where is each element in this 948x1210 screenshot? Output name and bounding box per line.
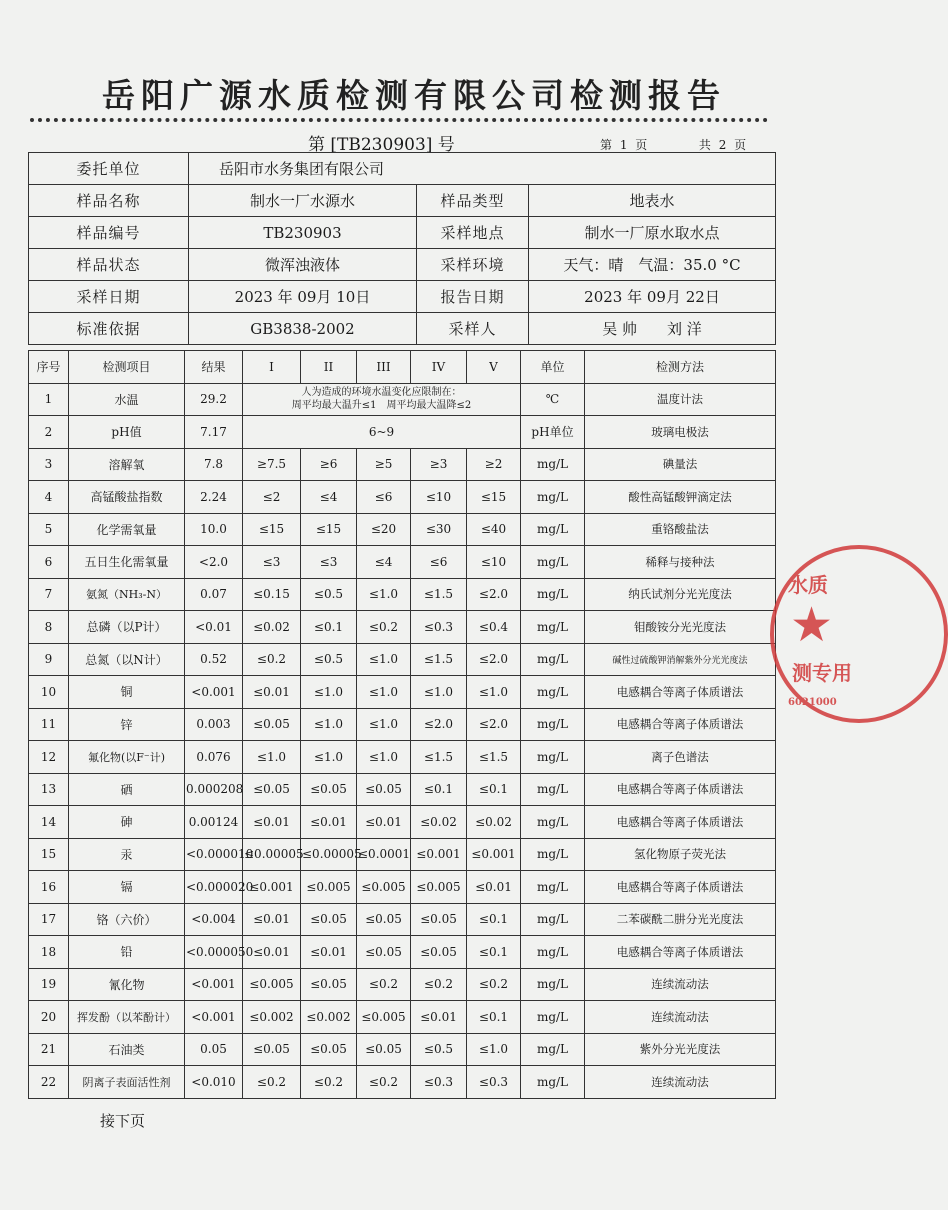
limit-class-3: ≤0.05 (357, 773, 411, 806)
unit: mg/L (521, 806, 585, 839)
limit-class-3: ≤1.0 (357, 708, 411, 741)
official-stamp (770, 545, 948, 723)
limit-class-3: ≤4 (357, 546, 411, 579)
unit: mg/L (521, 546, 585, 579)
sample-state-label: 样品状态 (29, 249, 189, 281)
meta-row (29, 185, 776, 217)
limit-class-4: ≤0.01 (411, 1001, 467, 1034)
row-number: 20 (29, 1001, 69, 1034)
sample-name-label: 样品名称 (29, 185, 189, 217)
limit-class-2: ≤0.00005 (301, 838, 357, 871)
result-value: <0.000050 (185, 936, 243, 969)
limit-class-4: ≤1.5 (411, 643, 467, 676)
limit-class-2: ≤0.05 (301, 773, 357, 806)
test-item: 氟化物(以F⁻计) (69, 741, 185, 774)
row-number: 19 (29, 968, 69, 1001)
table-row (29, 773, 776, 806)
sample-name-value: 制水一厂水源水 (189, 185, 417, 217)
limit-class-4: ≤0.02 (411, 806, 467, 839)
test-item: 铬（六价） (69, 903, 185, 936)
table-row (29, 383, 776, 416)
unit: mg/L (521, 936, 585, 969)
limit-class-3: ≥5 (357, 448, 411, 481)
row-number: 8 (29, 611, 69, 644)
limit-class-2: ≤0.2 (301, 1066, 357, 1099)
table-row (29, 643, 776, 676)
test-item: 石油类 (69, 1033, 185, 1066)
limit-class-5: ≤2.0 (467, 578, 521, 611)
column-header: 序号 (29, 351, 69, 384)
sample-env-value: 天气：晴 气温：35.0 °C (529, 249, 776, 281)
test-item: 镉 (69, 871, 185, 904)
column-header: 检测方法 (585, 351, 776, 384)
unit: mg/L (521, 708, 585, 741)
limit-class-2: ≤3 (301, 546, 357, 579)
table-row (29, 708, 776, 741)
limit-class-2: ≤0.5 (301, 578, 357, 611)
result-value: 10.0 (185, 513, 243, 546)
unit: mg/L (521, 578, 585, 611)
meta-table (28, 152, 776, 345)
table-header-row (29, 351, 776, 384)
table-row (29, 1066, 776, 1099)
limit-class-2: ≤0.05 (301, 903, 357, 936)
test-method: 酸性高锰酸钾滴定法 (585, 481, 776, 514)
column-header: 结果 (185, 351, 243, 384)
column-header: II (301, 351, 357, 384)
row-number: 22 (29, 1066, 69, 1099)
result-value: <0.010 (185, 1066, 243, 1099)
star-icon: ★ (790, 597, 834, 653)
limit-class-4: ≤1.5 (411, 741, 467, 774)
test-item: pH值 (69, 416, 185, 449)
table-row (29, 968, 776, 1001)
limit-class-5: ≥2 (467, 448, 521, 481)
limit-class-4: ≤0.3 (411, 1066, 467, 1099)
row-number: 14 (29, 806, 69, 839)
table-row (29, 546, 776, 579)
row-number: 6 (29, 546, 69, 579)
row-number: 21 (29, 1033, 69, 1066)
row-number: 18 (29, 936, 69, 969)
client-value: 岳阳市水务集团有限公司 (189, 153, 776, 185)
sample-site-value: 制水一厂原水取水点 (529, 217, 776, 249)
limit-class-2: ≤0.01 (301, 936, 357, 969)
limit-class-5: ≤10 (467, 546, 521, 579)
limit-class-5: ≤0.01 (467, 871, 521, 904)
result-value: 7.17 (185, 416, 243, 449)
limit-class-3: ≤0.01 (357, 806, 411, 839)
limit-class-4: ≤0.3 (411, 611, 467, 644)
meta-row (29, 153, 776, 185)
limit-class-1: ≤0.2 (243, 643, 301, 676)
limit-class-4: ≤6 (411, 546, 467, 579)
table-row (29, 871, 776, 904)
unit: pH单位 (521, 416, 585, 449)
test-method: 连续流动法 (585, 968, 776, 1001)
row-number: 1 (29, 383, 69, 416)
table-row (29, 448, 776, 481)
limit-class-1: ≤0.05 (243, 708, 301, 741)
column-header: IV (411, 351, 467, 384)
report-title: 岳阳广源水质检测有限公司检测报告 (102, 76, 726, 115)
limit-class-5: ≤0.1 (467, 773, 521, 806)
limit-class-4: ≤0.1 (411, 773, 467, 806)
limit-class-4: ≤0.2 (411, 968, 467, 1001)
limit-class-5: ≤0.1 (467, 936, 521, 969)
meta-row (29, 281, 776, 313)
limit-class-5: ≤1.0 (467, 676, 521, 709)
column-header: III (357, 351, 411, 384)
unit: mg/L (521, 1001, 585, 1034)
limit-class-4: ≤30 (411, 513, 467, 546)
limit-class-5: ≤0.1 (467, 1001, 521, 1034)
table-row (29, 611, 776, 644)
row-number: 11 (29, 708, 69, 741)
limit-class-4: ≥3 (411, 448, 467, 481)
limit-class-2: ≤1.0 (301, 708, 357, 741)
limit-class-1: ≤0.01 (243, 936, 301, 969)
test-method: 重铬酸盐法 (585, 513, 776, 546)
test-method: 稀释与接种法 (585, 546, 776, 579)
result-value: <0.000020 (185, 871, 243, 904)
stamp-top-text: 水质 (788, 573, 828, 597)
column-header: 检测项目 (69, 351, 185, 384)
limit-class-5: ≤2.0 (467, 708, 521, 741)
unit: mg/L (521, 513, 585, 546)
unit: mg/L (521, 871, 585, 904)
limit-class-3: ≤0.005 (357, 871, 411, 904)
result-value: <0.001 (185, 1001, 243, 1034)
dotted-divider (30, 118, 768, 122)
limit-class-5: ≤40 (467, 513, 521, 546)
limit-class-3: ≤20 (357, 513, 411, 546)
test-item: 硒 (69, 773, 185, 806)
test-method: 电感耦合等离子体质谱法 (585, 708, 776, 741)
table-row (29, 741, 776, 774)
limit-class-5: ≤0.001 (467, 838, 521, 871)
table-row (29, 806, 776, 839)
result-value: <2.0 (185, 546, 243, 579)
limit-class-4: ≤0.05 (411, 936, 467, 969)
limit-class-2: ≤0.005 (301, 871, 357, 904)
table-row (29, 416, 776, 449)
column-header: V (467, 351, 521, 384)
result-value: <0.000010 (185, 838, 243, 871)
row-number: 13 (29, 773, 69, 806)
limit-class-3: ≤0.05 (357, 903, 411, 936)
limit-note (243, 383, 521, 416)
unit: mg/L (521, 741, 585, 774)
result-value: 0.00124 (185, 806, 243, 839)
limit-class-4: ≤0.05 (411, 903, 467, 936)
row-number: 10 (29, 676, 69, 709)
test-method: 离子色谱法 (585, 741, 776, 774)
sample-date-value: 2023 年 09月 10日 (189, 281, 417, 313)
column-header: I (243, 351, 301, 384)
limit-note-line: 人为造成的环境水温变化应限制在： (301, 387, 462, 399)
row-number: 17 (29, 903, 69, 936)
limit-class-1: ≤0.01 (243, 903, 301, 936)
result-value: 0.07 (185, 578, 243, 611)
test-item: 高锰酸盐指数 (69, 481, 185, 514)
test-method: 钼酸铵分光光度法 (585, 611, 776, 644)
table-row (29, 578, 776, 611)
result-value: 0.003 (185, 708, 243, 741)
limit-class-2: ≤1.0 (301, 676, 357, 709)
result-value: 0.076 (185, 741, 243, 774)
limit-class-2: ≤0.5 (301, 643, 357, 676)
test-method: 氢化物原子荧光法 (585, 838, 776, 871)
row-number: 7 (29, 578, 69, 611)
limit-class-2: ≤0.1 (301, 611, 357, 644)
test-item: 五日生化需氧量 (69, 546, 185, 579)
result-value: 2.24 (185, 481, 243, 514)
limit-class-1: ≤0.002 (243, 1001, 301, 1034)
sample-no-label: 样品编号 (29, 217, 189, 249)
limit-class-4: ≤0.005 (411, 871, 467, 904)
test-method: 电感耦合等离子体质谱法 (585, 676, 776, 709)
table-row (29, 1033, 776, 1066)
limit-class-3: ≤6 (357, 481, 411, 514)
unit: mg/L (521, 1066, 585, 1099)
limit-class-1: ≤0.05 (243, 1033, 301, 1066)
test-method: 电感耦合等离子体质谱法 (585, 806, 776, 839)
test-method: 温度计法 (585, 383, 776, 416)
table-row (29, 903, 776, 936)
limit-class-1: ≤15 (243, 513, 301, 546)
standard-value: GB3838-2002 (189, 313, 417, 345)
sample-type-label: 样品类型 (417, 185, 529, 217)
test-item: 砷 (69, 806, 185, 839)
test-item: 汞 (69, 838, 185, 871)
limit-class-1: ≤0.00005 (243, 838, 301, 871)
test-method: 紫外分光光度法 (585, 1033, 776, 1066)
limit-class-1: ≤0.05 (243, 773, 301, 806)
result-value: <0.004 (185, 903, 243, 936)
sample-date-label: 采样日期 (29, 281, 189, 313)
limit-class-1: ≤0.01 (243, 676, 301, 709)
table-row (29, 676, 776, 709)
limit-class-2: ≤0.002 (301, 1001, 357, 1034)
limit-class-4: ≤0.001 (411, 838, 467, 871)
stamp-bottom-text: 测专用 (792, 661, 852, 685)
page-info (600, 136, 746, 153)
limit-class-3: ≤0.0001 (357, 838, 411, 871)
limit-class-1: ≤0.2 (243, 1066, 301, 1099)
test-method: 碘量法 (585, 448, 776, 481)
standard-label: 标准依据 (29, 313, 189, 345)
limit-class-5: ≤0.4 (467, 611, 521, 644)
stamp-code: 6021000 (788, 697, 837, 708)
limit-class-5: ≤0.02 (467, 806, 521, 839)
test-item: 化学需氧量 (69, 513, 185, 546)
test-method: 电感耦合等离子体质谱法 (585, 773, 776, 806)
limit-class-1: ≤0.005 (243, 968, 301, 1001)
unit: ℃ (521, 383, 585, 416)
limit-class-5: ≤1.0 (467, 1033, 521, 1066)
limit-class-3: ≤0.05 (357, 936, 411, 969)
test-method: 连续流动法 (585, 1001, 776, 1034)
page-total: 共 2 页 (698, 138, 747, 152)
sampler-value: 吴 帅 刘 洋 (529, 313, 776, 345)
limit-class-4: ≤10 (411, 481, 467, 514)
result-value: 7.8 (185, 448, 243, 481)
test-method: 玻璃电极法 (585, 416, 776, 449)
result-value: 0.000208 (185, 773, 243, 806)
test-item: 溶解氧 (69, 448, 185, 481)
unit: mg/L (521, 838, 585, 871)
limit-class-3: ≤0.2 (357, 968, 411, 1001)
unit: mg/L (521, 643, 585, 676)
limit-class-1: ≤1.0 (243, 741, 301, 774)
row-number: 15 (29, 838, 69, 871)
continue-note: 接下页 (100, 1112, 146, 1130)
test-item: 挥发酚（以苯酚计） (69, 1001, 185, 1034)
result-value: <0.01 (185, 611, 243, 644)
table-row (29, 481, 776, 514)
limit-class-3: ≤0.05 (357, 1033, 411, 1066)
client-label: 委托单位 (29, 153, 189, 185)
limit-class-1: ≤0.15 (243, 578, 301, 611)
limit-class-4: ≤0.5 (411, 1033, 467, 1066)
sample-state-value: 微浑浊液体 (189, 249, 417, 281)
limit-class-5: ≤0.3 (467, 1066, 521, 1099)
unit: mg/L (521, 481, 585, 514)
result-value: 0.05 (185, 1033, 243, 1066)
unit: mg/L (521, 448, 585, 481)
test-item: 总磷（以P计） (69, 611, 185, 644)
test-method: 碱性过硫酸钾消解紫外分光光度法 (585, 643, 776, 676)
limit-class-3: ≤0.2 (357, 611, 411, 644)
row-number: 9 (29, 643, 69, 676)
test-item: 阴离子表面活性剂 (69, 1066, 185, 1099)
limit-class-4: ≤1.5 (411, 578, 467, 611)
limit-class-1: ≤0.001 (243, 871, 301, 904)
sample-site-label: 采样地点 (417, 217, 529, 249)
unit: mg/L (521, 1033, 585, 1066)
results-table (28, 350, 776, 1099)
table-row (29, 838, 776, 871)
row-number: 16 (29, 871, 69, 904)
test-item: 氰化物 (69, 968, 185, 1001)
test-method: 纳氏试剂分光光度法 (585, 578, 776, 611)
row-number: 3 (29, 448, 69, 481)
row-number: 4 (29, 481, 69, 514)
unit: mg/L (521, 903, 585, 936)
unit: mg/L (521, 611, 585, 644)
meta-row (29, 313, 776, 345)
limit-class-4: ≤1.0 (411, 676, 467, 709)
sample-env-label: 采样环境 (417, 249, 529, 281)
limit-class-3: ≤0.005 (357, 1001, 411, 1034)
limit-note-line: 周平均最大温升≤1 周平均最大温降≤2 (291, 400, 472, 412)
limit-class-2: ≥6 (301, 448, 357, 481)
sample-type-value: 地表水 (529, 185, 776, 217)
limit-class-2: ≤0.01 (301, 806, 357, 839)
result-value: <0.001 (185, 968, 243, 1001)
test-method: 电感耦合等离子体质谱法 (585, 871, 776, 904)
limit-class-1: ≤0.01 (243, 806, 301, 839)
limit-range: 6~9 (243, 416, 521, 449)
limit-class-2: ≤1.0 (301, 741, 357, 774)
column-header: 单位 (521, 351, 585, 384)
test-item: 铜 (69, 676, 185, 709)
table-row (29, 936, 776, 969)
table-row (29, 513, 776, 546)
row-number: 2 (29, 416, 69, 449)
limit-class-5: ≤0.2 (467, 968, 521, 1001)
unit: mg/L (521, 676, 585, 709)
sampler-label: 采样人 (417, 313, 529, 345)
limit-class-3: ≤1.0 (357, 578, 411, 611)
limit-class-5: ≤2.0 (467, 643, 521, 676)
result-value: 0.52 (185, 643, 243, 676)
limit-class-5: ≤1.5 (467, 741, 521, 774)
row-number: 12 (29, 741, 69, 774)
limit-class-1: ≤2 (243, 481, 301, 514)
limit-class-2: ≤15 (301, 513, 357, 546)
limit-class-4: ≤2.0 (411, 708, 467, 741)
unit: mg/L (521, 773, 585, 806)
test-method: 连续流动法 (585, 1066, 776, 1099)
limit-class-1: ≥7.5 (243, 448, 301, 481)
report-number: 第 [TB230903] 号 (308, 135, 455, 155)
test-item: 总氮（以N计） (69, 643, 185, 676)
test-item: 铅 (69, 936, 185, 969)
table-row (29, 1001, 776, 1034)
test-item: 锌 (69, 708, 185, 741)
limit-class-2: ≤0.05 (301, 1033, 357, 1066)
limit-class-2: ≤4 (301, 481, 357, 514)
sample-no-value: TB230903 (189, 217, 417, 249)
test-method: 二苯碳酰二肼分光光度法 (585, 903, 776, 936)
report-date-label: 报告日期 (417, 281, 529, 313)
limit-class-3: ≤1.0 (357, 741, 411, 774)
test-item: 氨氮（NH₃-N） (69, 578, 185, 611)
meta-row (29, 249, 776, 281)
result-value: <0.001 (185, 676, 243, 709)
page-current: 第 1 页 (600, 138, 648, 152)
limit-class-3: ≤0.2 (357, 1066, 411, 1099)
meta-row (29, 217, 776, 249)
limit-class-5: ≤0.1 (467, 903, 521, 936)
limit-class-2: ≤0.05 (301, 968, 357, 1001)
limit-class-3: ≤1.0 (357, 676, 411, 709)
limit-class-1: ≤3 (243, 546, 301, 579)
limit-class-3: ≤1.0 (357, 643, 411, 676)
report-date-value: 2023 年 09月 22日 (529, 281, 776, 313)
test-method: 电感耦合等离子体质谱法 (585, 936, 776, 969)
limit-class-5: ≤15 (467, 481, 521, 514)
row-number: 5 (29, 513, 69, 546)
limit-class-1: ≤0.02 (243, 611, 301, 644)
test-item: 水温 (69, 383, 185, 416)
result-value: 29.2 (185, 383, 243, 416)
unit: mg/L (521, 968, 585, 1001)
